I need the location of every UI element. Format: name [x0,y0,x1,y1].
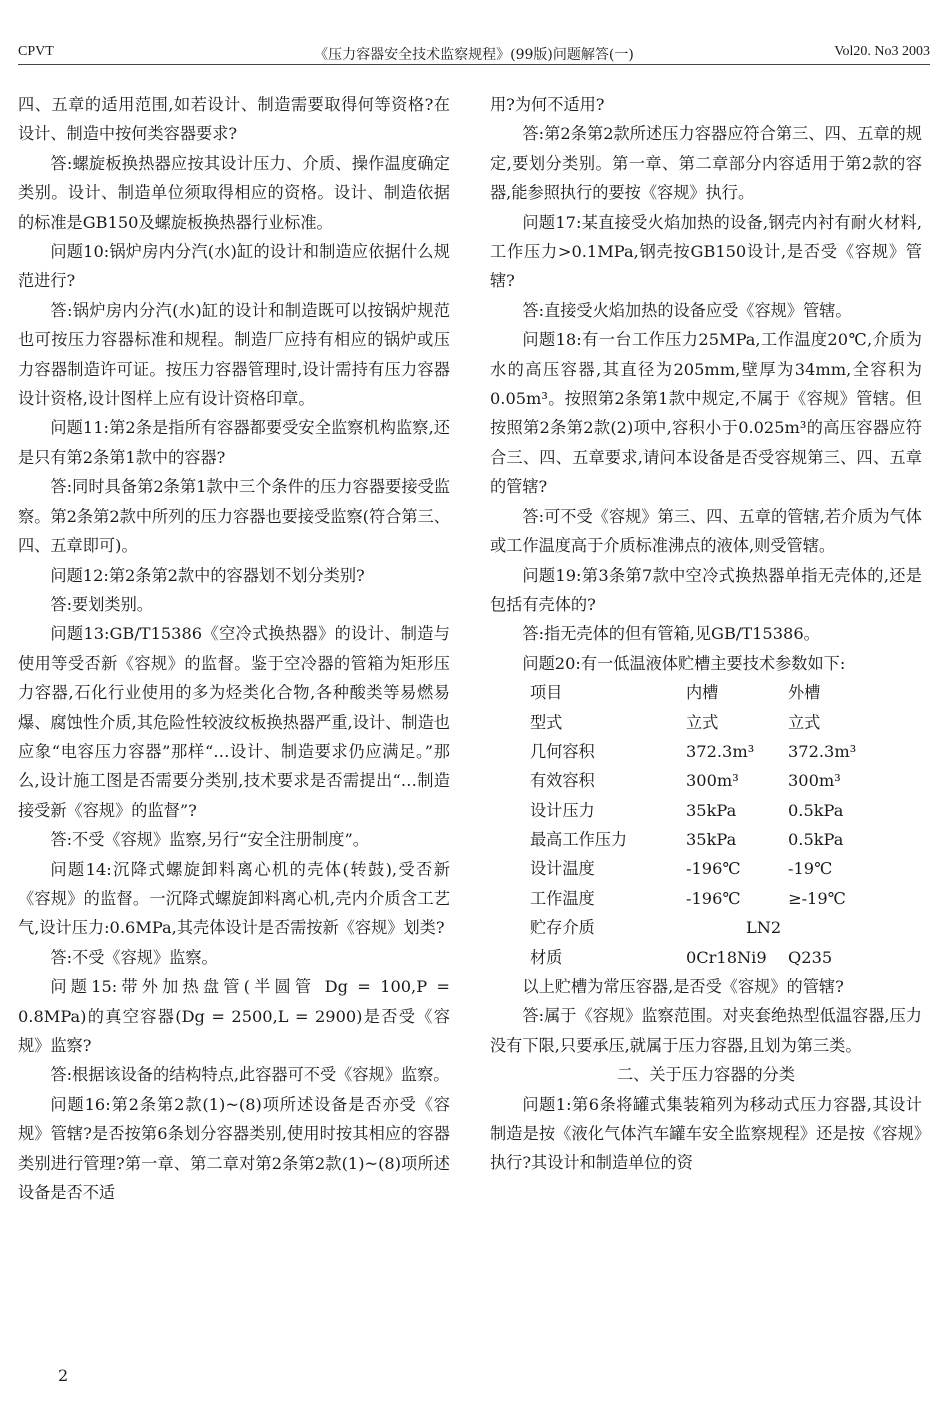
spec-inner-value: 立式 [686,712,719,732]
spec-inner-value: -196℃ [686,859,741,879]
paragraph: 问题18:有一台工作压力25MPa,工作温度20℃,介质为水的高压容器,其直径为205mm,壁厚为34mm,全容积为0.05m³。按照第2条第1款中规定,不属于《容规》管辖。但按照第2条第2款(2)项中,容积小于0.025m³的高压容器应符合三、四、五章要求,请问本设备是否受容规第三、四、五章的管辖? [490,330,922,497]
paragraph: 答:第2条第2款所述压力容器应符合第三、四、五章的规定,要划分类别。第一章、第二章部分内容适用于第2款的容器,能参照执行的要按《容规》执行。 [490,124,922,203]
spec-inner-value: 300m³ [686,771,739,791]
paragraph: 答:不受《容规》监察。 [50,947,218,967]
paragraph: 问题10:锅炉房内分汽(水)缸的设计和制造应依据什么规范进行? [18,242,450,291]
paragraph: 问题11:第2条是指所有容器都要受安全监察机构监察,还是只有第2条第1款中的容器? [18,418,450,467]
paragraph: 以上贮槽为常压容器,是否受《容规》的管辖? [522,977,844,997]
spec-item: 贮存介质 [530,918,595,938]
paragraph: 用?为何不适用? [490,95,605,114]
spec-outer-value: 立式 [788,712,821,732]
spec-item: 型式 [530,712,563,732]
spec-table [490,678,922,972]
right-column [490,90,922,1178]
spec-inner-value: 0Cr18Ni9 [686,947,767,967]
spec-row [490,796,922,825]
paragraph: 答:根据该设备的结构特点,此容器可不受《容规》监察。 [50,1065,450,1085]
paragraph: 问题15:带外加热盘管(半圆管 Dg = 100,P = 0.8MPa)的真空容器(Dg = 2500,L = 2900)是否受《容规》监察? [18,977,450,1055]
spec-outer-value: ≥-19℃ [788,888,846,908]
spec-inner-value: 372.3m³ [686,741,755,761]
page-number: 2 [58,1366,69,1385]
spec-inner-value: -196℃ [686,888,741,908]
spec-outer-value: 372.3m³ [788,741,857,761]
paragraph: 答:锅炉房内分汽(水)缸的设计和制造既可以按锅炉规范也可按压力容器标准和规程。制造厂应持有相应的锅炉或压力容器制造许可证。按压力容器管理时,设计需持有压力容器设计资格,设计图样上应有设计资格印章。 [18,300,450,409]
spec-row [490,884,922,913]
paragraph: 问题12:第2条第2款中的容器划不划分类别? [50,565,365,585]
paragraph: 四、五章的适用范围,如若设计、制造需要取得何等资格?在设计、制造中按何类容器要求? [18,95,450,144]
spec-outer-value: 300m³ [788,771,841,791]
spec-row [490,678,922,707]
spec-row [490,854,922,883]
paragraph: 答:不受《容规》监察,另行“安全注册制度”。 [50,830,369,850]
spec-outer-value: 外槽 [788,683,821,703]
paragraph: 问题13:GB/T15386《空冷式换热器》的设计、制造与使用等受否新《容规》的监督。鉴于空冷器的管箱为矩形压力容器,石化行业使用的多为烃类化合物,各种酸类等易燃易爆、腐蚀性介质,其危险性较波纹板换热器严重,设计、制造也应象“电容压力容器”那样“…设计、制造要求仍应满足。”那么,设计施工图是否需要分类别,技术要求是否需提出“…制造接受新《容规》的监督”? [18,624,450,820]
section-title: 二、关于压力容器的分类 [616,1065,796,1085]
volume-issue: Vol20. No3 2003 [834,44,930,59]
paragraph: 答:要划类别。 [50,594,153,614]
spec-inner-value: 内槽 [686,683,719,703]
paragraph: 问题20:有一低温液体贮槽主要技术参数如下: [522,653,846,673]
spec-value-shared: LN2 [746,918,782,938]
spec-item: 工作温度 [530,888,595,908]
paragraph: 答:指无壳体的但有管箱,见GB/T15386。 [522,624,820,644]
article-title: 《压力容器安全技术监察规程》(99版)问题解答(一) [314,47,634,63]
journal-abbrev: CPVT [18,44,54,59]
spec-item: 设计温度 [530,859,595,879]
running-header [18,40,930,65]
paragraph: 答:直接受火焰加热的设备应受《容规》管辖。 [522,300,852,320]
paragraph: 答:可不受《容规》第三、四、五章的管辖,若介质为气体或工作温度高于介质标准沸点的液体,则受管辖。 [490,506,922,556]
right-column-top [490,90,922,678]
spec-row [490,737,922,766]
spec-outer-value: -19℃ [788,859,833,879]
right-column-bottom [490,972,922,1060]
spec-inner-value: 35kPa [686,800,737,820]
paragraph: 问题19:第3条第7款中空冷式换热器单指无壳体的,还是包括有壳体的? [490,565,922,614]
paragraph: 答:同时具备第2条第1款中三个条件的压力容器要接受监察。第2条第2款中所列的压力容器也要接受监察(符合第三、四、五章即可)。 [18,477,450,556]
paragraph: 答:属于《容规》监察范围。对夹套绝热型低温容器,压力没有下限,只要承压,就属于压力容器,且划为第三类。 [490,1006,922,1055]
spec-item: 项目 [530,683,563,703]
spec-item: 设计压力 [530,800,595,820]
spec-outer-value: 0.5kPa [788,830,844,850]
spec-row [490,766,922,795]
paragraph: 问题14:沉降式螺旋卸料离心机的壳体(转鼓),受否新《容规》的监督。一沉降式螺旋卸料离心机,壳内介质含工艺气,设计压力:0.6MPa,其壳体设计是否需按新《容规》划类? [18,859,450,938]
paragraph: 问题1:第6条将罐式集装箱列为移动式压力容器,其设计制造是按《液化气体汽车罐车安全监察规程》还是按《容规》执行?其设计和制造单位的资 [490,1094,922,1173]
spec-item: 材质 [530,947,563,967]
left-column [18,90,450,1207]
spec-row [490,708,922,737]
spec-item: 几何容积 [530,741,595,761]
spec-inner-value: 35kPa [686,830,737,850]
spec-outer-value: 0.5kPa [788,800,844,820]
spec-row [490,825,922,854]
paragraph: 答:螺旋板换热器应按其设计压力、介质、操作温度确定类别。设计、制造单位须取得相应的资格。设计、制造依据的标准是GB150及螺旋板换热器行业标准。 [18,153,450,232]
spec-row [490,913,922,942]
spec-outer-value: Q235 [788,947,833,967]
spec-row [490,943,922,972]
right-column-tail [490,1090,922,1178]
spec-item: 最高工作压力 [530,830,628,850]
spec-item: 有效容积 [530,771,595,791]
paragraph: 问题17:某直接受火焰加热的设备,钢壳内衬有耐火材料,工作压力>0.1MPa,钢壳按GB150设计,是否受《容规》管辖? [490,212,922,291]
paragraph: 问题16:第2条第2款(1)~(8)项所述设备是否亦受《容规》管辖?是否按第6条划分容器类别,使用时按其相应的容器类别进行管理?第一章、第二章对第2条第2款(1)~(8)项所述设备是否不适 [18,1094,450,1203]
